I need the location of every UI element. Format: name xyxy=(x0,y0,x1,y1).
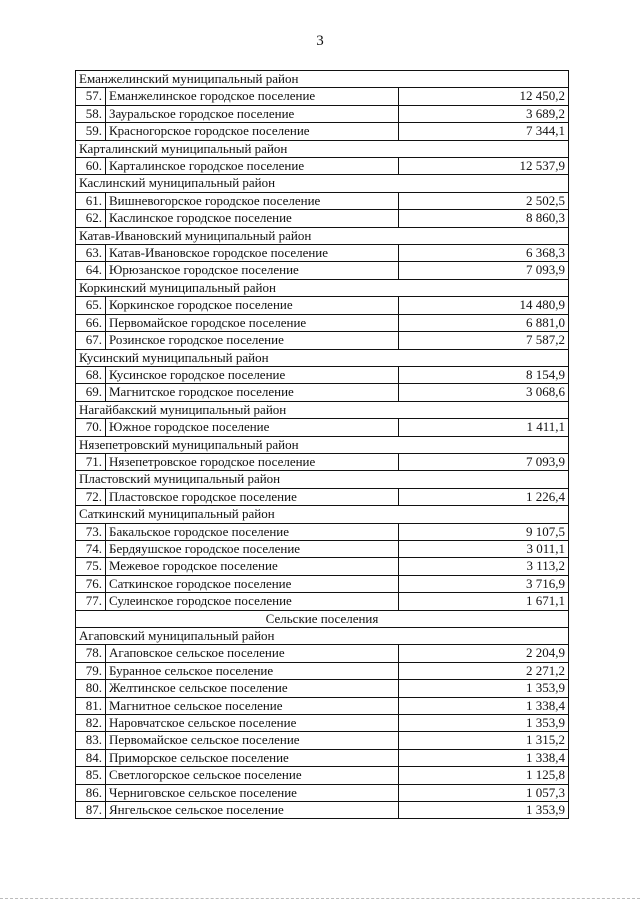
settlement-value: 1 125,8 xyxy=(399,767,569,784)
settlement-name: Саткинское городское поселение xyxy=(106,575,399,592)
settlement-value: 2 502,5 xyxy=(399,192,569,209)
settlement-value: 3 716,9 xyxy=(399,575,569,592)
settlement-name: Еманжелинское городское поселение xyxy=(106,88,399,105)
district-name: Катав-Ивановский муниципальный район xyxy=(76,227,569,244)
district-header-row xyxy=(76,71,569,88)
district-name: Карталинский муниципальный район xyxy=(76,140,569,157)
table-row xyxy=(76,784,569,801)
table-row xyxy=(76,262,569,279)
row-number: 77. xyxy=(76,593,106,610)
table-row xyxy=(76,767,569,784)
row-number: 78. xyxy=(76,645,106,662)
table-row xyxy=(76,366,569,383)
settlement-name: Кусинское городское поселение xyxy=(106,366,399,383)
row-number: 65. xyxy=(76,297,106,314)
settlement-value: 8 154,9 xyxy=(399,366,569,383)
settlement-name: Янгельское сельское поселение xyxy=(106,802,399,819)
settlement-name: Магнитное сельское поселение xyxy=(106,697,399,714)
settlement-value: 1 671,1 xyxy=(399,593,569,610)
settlement-value: 1 315,2 xyxy=(399,732,569,749)
table-row xyxy=(76,488,569,505)
row-number: 64. xyxy=(76,262,106,279)
district-header-row xyxy=(76,349,569,366)
table-row xyxy=(76,715,569,732)
table-row xyxy=(76,419,569,436)
table-row xyxy=(76,123,569,140)
row-number: 76. xyxy=(76,575,106,592)
district-name: Кусинский муниципальный район xyxy=(76,349,569,366)
settlement-value: 9 107,5 xyxy=(399,523,569,540)
settlement-name: Красногорское городское поселение xyxy=(106,123,399,140)
settlement-value: 1 338,4 xyxy=(399,697,569,714)
district-name: Еманжелинский муниципальный район xyxy=(76,71,569,88)
settlement-value: 7 344,1 xyxy=(399,123,569,140)
section-header-row xyxy=(76,610,569,627)
settlement-name: Межевое городское поселение xyxy=(106,558,399,575)
page-number: 3 xyxy=(316,33,324,49)
settlement-name: Первомайское сельское поселение xyxy=(106,732,399,749)
settlement-value: 12 450,2 xyxy=(399,88,569,105)
settlement-value: 1 057,3 xyxy=(399,784,569,801)
row-number: 75. xyxy=(76,558,106,575)
settlement-name: Магнитское городское поселение xyxy=(106,384,399,401)
settlement-value: 7 093,9 xyxy=(399,453,569,470)
settlement-value: 3 689,2 xyxy=(399,105,569,122)
row-number: 60. xyxy=(76,158,106,175)
district-name: Нязепетровский муниципальный район xyxy=(76,436,569,453)
district-name: Нагайбакский муниципальный район xyxy=(76,401,569,418)
settlement-name: Наровчатское сельское поселение xyxy=(106,715,399,732)
table-row xyxy=(76,680,569,697)
settlement-name: Каслинское городское поселение xyxy=(106,210,399,227)
district-name: Коркинский муниципальный район xyxy=(76,279,569,296)
table-row xyxy=(76,749,569,766)
table-row xyxy=(76,105,569,122)
table-row xyxy=(76,192,569,209)
settlement-name: Вишневогорское городское поселение xyxy=(106,192,399,209)
settlement-name: Карталинское городское поселение xyxy=(106,158,399,175)
page-bottom-edge xyxy=(0,898,640,899)
settlement-name: Катав-Ивановское городское поселение xyxy=(106,245,399,262)
settlements-table-body xyxy=(76,71,569,819)
settlement-name: Зауральское городское поселение xyxy=(106,105,399,122)
table-row xyxy=(76,802,569,819)
settlement-value: 7 093,9 xyxy=(399,262,569,279)
settlement-value: 1 353,9 xyxy=(399,680,569,697)
settlement-name: Приморское сельское поселение xyxy=(106,749,399,766)
settlement-value: 3 011,1 xyxy=(399,540,569,557)
table-row xyxy=(76,540,569,557)
row-number: 73. xyxy=(76,523,106,540)
row-number: 70. xyxy=(76,419,106,436)
table-row xyxy=(76,453,569,470)
district-header-row xyxy=(76,471,569,488)
table-row xyxy=(76,558,569,575)
row-number: 61. xyxy=(76,192,106,209)
settlement-value: 3 068,6 xyxy=(399,384,569,401)
table-row xyxy=(76,314,569,331)
settlement-name: Светлогорское сельское поселение xyxy=(106,767,399,784)
settlement-name: Агаповское сельское поселение xyxy=(106,645,399,662)
row-number: 72. xyxy=(76,488,106,505)
settlement-name: Бакальское городское поселение xyxy=(106,523,399,540)
settlement-value: 12 537,9 xyxy=(399,158,569,175)
settlement-name: Буранное сельское поселение xyxy=(106,662,399,679)
settlement-value: 1 353,9 xyxy=(399,802,569,819)
settlement-name: Розинское городское поселение xyxy=(106,332,399,349)
settlements-table xyxy=(75,70,569,819)
district-name: Саткинский муниципальный район xyxy=(76,506,569,523)
row-number: 85. xyxy=(76,767,106,784)
row-number: 87. xyxy=(76,802,106,819)
table-row xyxy=(76,332,569,349)
row-number: 67. xyxy=(76,332,106,349)
settlement-value: 6 881,0 xyxy=(399,314,569,331)
district-header-row xyxy=(76,436,569,453)
settlement-value: 1 411,1 xyxy=(399,419,569,436)
table-row xyxy=(76,88,569,105)
row-number: 86. xyxy=(76,784,106,801)
district-header-row xyxy=(76,140,569,157)
section-title: Сельские поселения xyxy=(76,610,569,627)
row-number: 69. xyxy=(76,384,106,401)
district-header-row xyxy=(76,175,569,192)
row-number: 84. xyxy=(76,749,106,766)
settlement-name: Пластовское городское поселение xyxy=(106,488,399,505)
row-number: 83. xyxy=(76,732,106,749)
table-row xyxy=(76,593,569,610)
table-row xyxy=(76,245,569,262)
settlement-name: Первомайское городское поселение xyxy=(106,314,399,331)
settlement-value: 1 338,4 xyxy=(399,749,569,766)
settlement-value: 8 860,3 xyxy=(399,210,569,227)
district-header-row xyxy=(76,506,569,523)
settlement-name: Нязепетровское городское поселение xyxy=(106,453,399,470)
district-header-row xyxy=(76,279,569,296)
district-name: Пластовский муниципальный район xyxy=(76,471,569,488)
table-row xyxy=(76,297,569,314)
row-number: 80. xyxy=(76,680,106,697)
table-row xyxy=(76,575,569,592)
row-number: 57. xyxy=(76,88,106,105)
district-name: Агаповский муниципальный район xyxy=(76,628,569,645)
settlement-value: 1 353,9 xyxy=(399,715,569,732)
row-number: 59. xyxy=(76,123,106,140)
table-row xyxy=(76,732,569,749)
settlement-name: Юрюзанское городское поселение xyxy=(106,262,399,279)
settlement-value: 2 204,9 xyxy=(399,645,569,662)
settlement-name: Коркинское городское поселение xyxy=(106,297,399,314)
table-row xyxy=(76,158,569,175)
settlement-value: 3 113,2 xyxy=(399,558,569,575)
settlement-value: 2 271,2 xyxy=(399,662,569,679)
table-row xyxy=(76,697,569,714)
settlement-name: Сулеинское городское поселение xyxy=(106,593,399,610)
row-number: 82. xyxy=(76,715,106,732)
row-number: 79. xyxy=(76,662,106,679)
district-header-row xyxy=(76,401,569,418)
settlement-value: 14 480,9 xyxy=(399,297,569,314)
table-row xyxy=(76,645,569,662)
district-header-row xyxy=(76,628,569,645)
settlement-value: 7 587,2 xyxy=(399,332,569,349)
settlement-name: Бердяушское городское поселение xyxy=(106,540,399,557)
settlement-value: 1 226,4 xyxy=(399,488,569,505)
settlement-name: Южное городское поселение xyxy=(106,419,399,436)
table-row xyxy=(76,662,569,679)
row-number: 58. xyxy=(76,105,106,122)
row-number: 63. xyxy=(76,245,106,262)
settlement-value: 6 368,3 xyxy=(399,245,569,262)
district-header-row xyxy=(76,227,569,244)
table-row xyxy=(76,384,569,401)
table-row xyxy=(76,523,569,540)
district-name: Каслинский муниципальный район xyxy=(76,175,569,192)
row-number: 66. xyxy=(76,314,106,331)
settlement-name: Желтинское сельское поселение xyxy=(106,680,399,697)
row-number: 74. xyxy=(76,540,106,557)
settlement-name: Черниговское сельское поселение xyxy=(106,784,399,801)
row-number: 81. xyxy=(76,697,106,714)
row-number: 71. xyxy=(76,453,106,470)
row-number: 68. xyxy=(76,366,106,383)
row-number: 62. xyxy=(76,210,106,227)
table-row xyxy=(76,210,569,227)
